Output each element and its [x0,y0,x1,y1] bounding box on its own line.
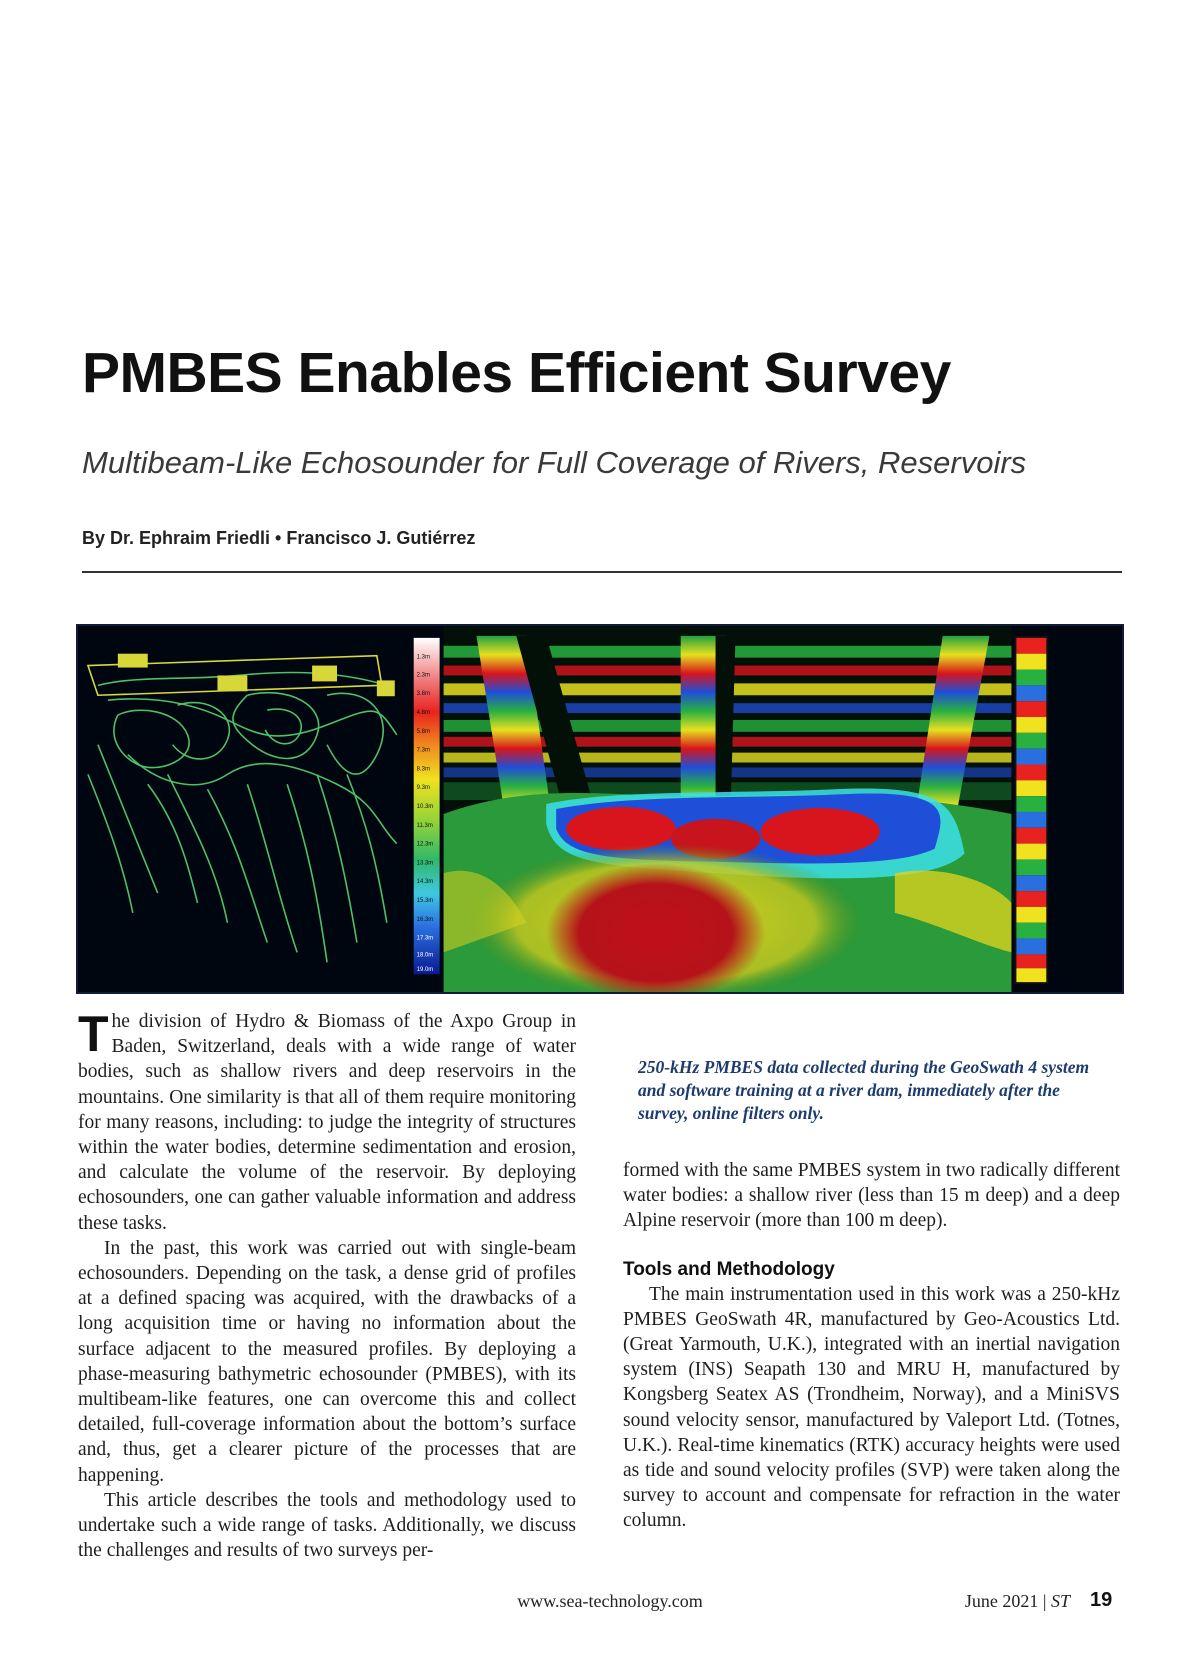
intro-paragraph [78,1006,576,1236]
body-paragraph: The main instrumentation used in this work was a 250-kHz PMBES GeoSwath 4R, manufactured by Geo-Acoustics Ltd. (Great Yarmouth, U.K.), integrated with an inertial navigation system (INS) Seapath 130 and MRU H, manufactured by Kongsberg Seatex AS (Trondheim, Norway), and a MiniSVS sound velocity sensor, manufactured by Valeport Ltd. (Totnes, U.K.). Real-time kinematics (RTK) accuracy heights were used as tide and sound velocity profiles (SVP) were taken along the survey to account and compensate for refraction in the water column. [623,1283,1120,1532]
scale-label: 19.0m [416,967,434,974]
article-title: PMBES Enables Efficient Survey [82,341,951,405]
body-paragraph: This article describes the tools and methodology used to undertake such a wide range of tasks. Additionally, we discuss the challenges and results of two surveys per- [78,1489,576,1562]
body-paragraph: formed with the same PMBES system in two radically different water bodies: a shallow river (less than 15 m deep) and a deep Alpine reservoir (more than 100 m deep). [623,1160,1120,1232]
scale-label: 4.8m [416,710,430,717]
page-number: 19 [1090,1589,1113,1611]
intro-text: he division of Hydro & Biomass of the Axpo Group in Baden, Switzerland, deals with a wide range of water bodies, such as shallow rivers and deep reservoirs in the mountains. One similarity is that all of them require monitoring for many reasons, including: to judge the integrity of structures within the water bodies, determine sedimentation and erosion, and calculate the volume of the reservoir. By deploying echosounders, one can gather valuable information and address these tasks. [78,1011,576,1234]
scale-label: 16.3m [416,916,434,923]
figure-caption: 250-kHz PMBES data collected during the GeoSwath 4 system and software training at a river dam, immediately after the survey, online filters only. [638,1057,1090,1123]
right-color-scale [1014,636,1048,984]
scale-label: 3.8m [416,691,430,698]
scale-label: 17.3m [416,935,434,942]
scale-label: 12.3m [416,841,434,848]
scale-label: 1.3m [416,654,430,661]
scale-label: 14.3m [416,879,434,886]
scale-label: 5.8m [416,728,430,735]
bathymetry-figure [76,624,1124,994]
scale-label: 9.3m [416,785,430,792]
scale-label: 15.3m [416,897,434,904]
scale-label: 10.3m [416,804,434,811]
footer-date: June 2021 | [964,1591,1051,1611]
body-paragraph: In the past, this work was carried out with single-beam echosounders. Depending on the task, a dense grid of profiles at a defined spacing was acquired, with the drawbacks of a long acquisition time or having no information about the surface adjacent to the measured profiles. By deploying a phase-measuring bathymetric echosounder (PMBES), with its multibeam-like features, one can overcome this and collect detailed, full-coverage information about the bottom’s surface and, thus, get a clearer picture of the processes that are happening. [78,1237,576,1486]
riverbed [444,788,1012,992]
article-column-right [623,1158,1120,1534]
bathymetry-image [78,626,1122,992]
scale-label: 18.0m [416,952,434,959]
footer-issue [930,1591,1070,1612]
scale-label: 11.3m [416,822,433,829]
scale-label: 13.3m [416,860,434,867]
byline: By Dr. Ephraim Friedli • Francisco J. Gutiérrez [82,528,476,548]
footer-magazine: ST [1050,1591,1070,1611]
dropcap: T [78,1006,109,1062]
article-subtitle: Multibeam-Like Echosounder for Full Coverage of Rivers, Reservoirs [82,445,1027,480]
header-divider [82,571,1122,573]
footer-url: www.sea-technology.com [517,1591,703,1611]
section-heading: Tools and Methodology [623,1258,835,1280]
scale-label: 7.3m [416,747,430,754]
scale-label: 8.3m [416,766,430,773]
article-column-left [78,1006,576,1563]
scale-label: 2.3m [416,672,430,679]
